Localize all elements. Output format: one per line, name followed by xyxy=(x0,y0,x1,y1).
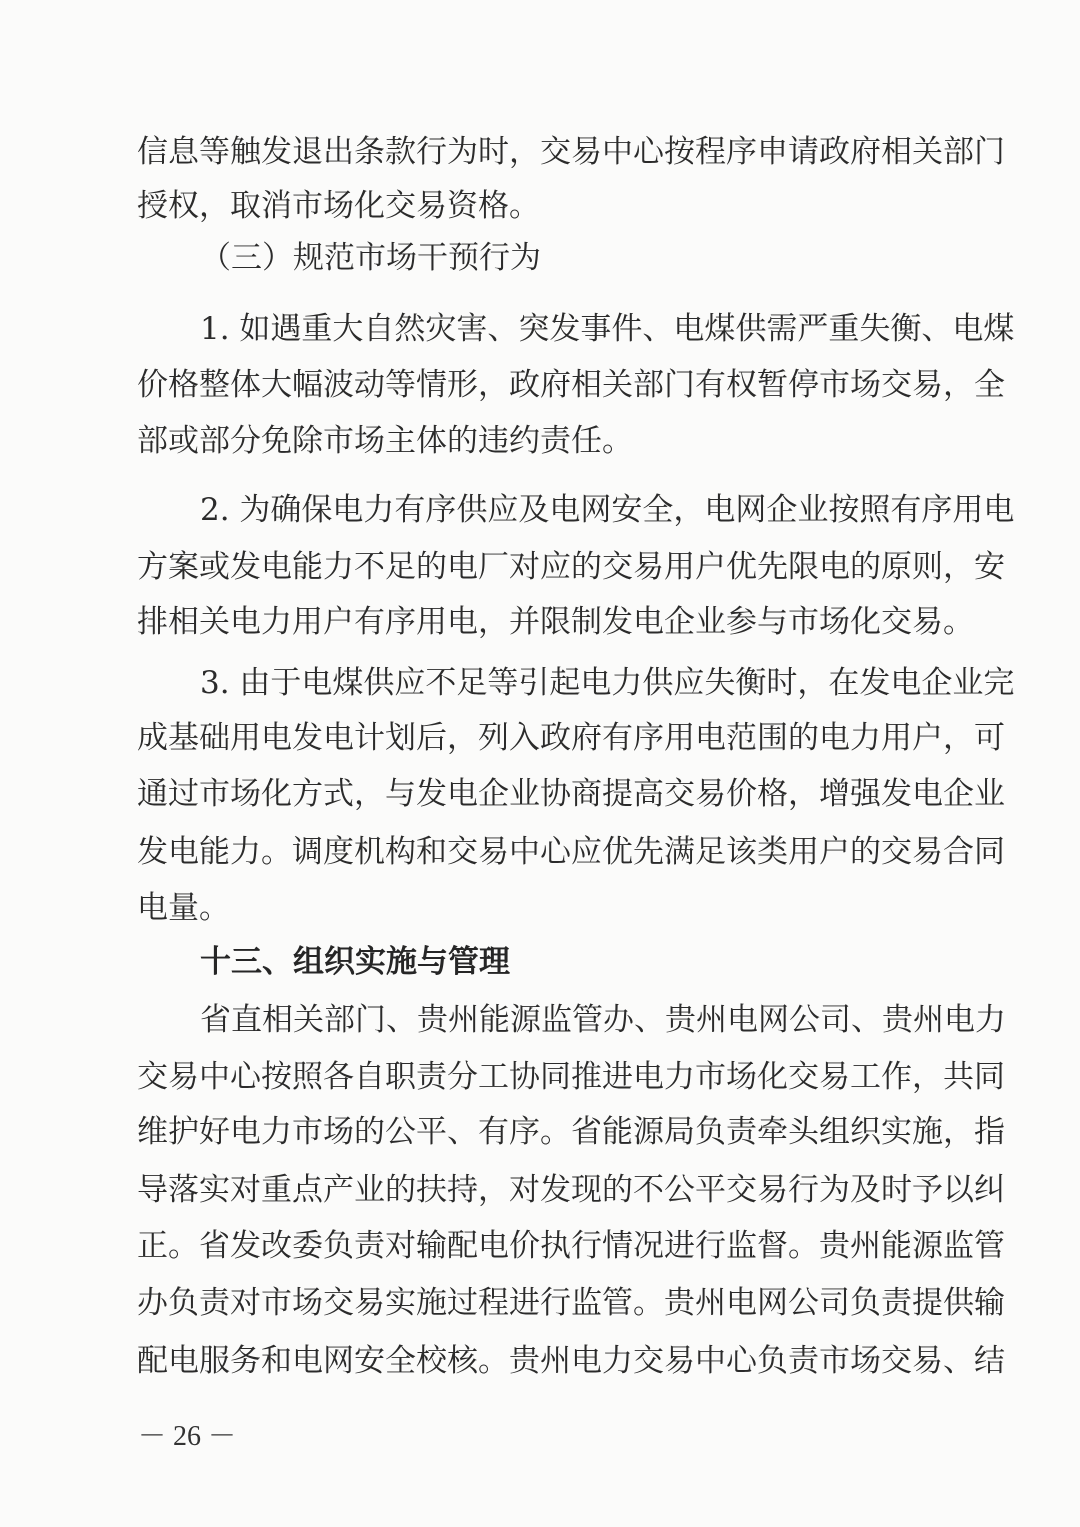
body-text-line: 3. 由于电煤供应不足等引起电力供应失衡时，在发电企业完 xyxy=(200,665,1015,701)
body-text-line: 排相关电力用户有序用电，并限制发电企业参与市场化交易。 xyxy=(137,604,974,640)
body-text-line: 信息等触发退出条款行为时，交易中心按程序申请政府相关部门 xyxy=(137,134,1005,170)
body-text-line: 授权，取消市场化交易资格。 xyxy=(137,188,540,224)
body-text-line: 导落实对重点产业的扶持，对发现的不公平交易行为及时予以纠 xyxy=(137,1172,1005,1208)
body-text-line: 办负责对市场交易实施过程进行监管。贵州电网公司负责提供输 xyxy=(137,1285,1005,1321)
body-text-line: 正。省发改委负责对输配电价执行情况进行监督。贵州能源监管 xyxy=(137,1228,1005,1264)
body-text-line: 价格整体大幅波动等情形，政府相关部门有权暂停市场交易，全 xyxy=(137,367,1005,403)
page-number: － 26 － xyxy=(138,1421,237,1452)
body-text-line: 方案或发电能力不足的电厂对应的交易用户优先限电的原则，安 xyxy=(137,549,1005,585)
section-heading: 十三、组织实施与管理 xyxy=(200,944,510,980)
body-text-line: 电量。 xyxy=(137,890,230,926)
section-subheading: （三）规范市场干预行为 xyxy=(200,240,541,276)
body-text-line: 部或部分免除市场主体的违约责任。 xyxy=(137,423,633,459)
body-text-line: 通过市场化方式，与发电企业协商提高交易价格，增强发电企业 xyxy=(137,776,1005,812)
body-text-line: 1. 如遇重大自然灾害、突发事件、电煤供需严重失衡、电煤 xyxy=(200,311,1015,347)
body-text-line: 省直相关部门、贵州能源监管办、贵州电网公司、贵州电力 xyxy=(200,1002,1006,1038)
body-text-line: 发电能力。调度机构和交易中心应优先满足该类用户的交易合同 xyxy=(137,834,1005,870)
body-text-line: 交易中心按照各自职责分工协同推进电力市场化交易工作，共同 xyxy=(137,1059,1005,1095)
body-text-line: 配电服务和电网安全校核。贵州电力交易中心负责市场交易、结 xyxy=(137,1343,1005,1379)
body-text-line: 成基础用电发电计划后，列入政府有序用电范围的电力用户，可 xyxy=(137,720,1005,756)
body-text-line: 2. 为确保电力有序供应及电网安全，电网企业按照有序用电 xyxy=(200,492,1015,528)
body-text-line: 维护好电力市场的公平、有序。省能源局负责牵头组织实施，指 xyxy=(137,1114,1005,1150)
